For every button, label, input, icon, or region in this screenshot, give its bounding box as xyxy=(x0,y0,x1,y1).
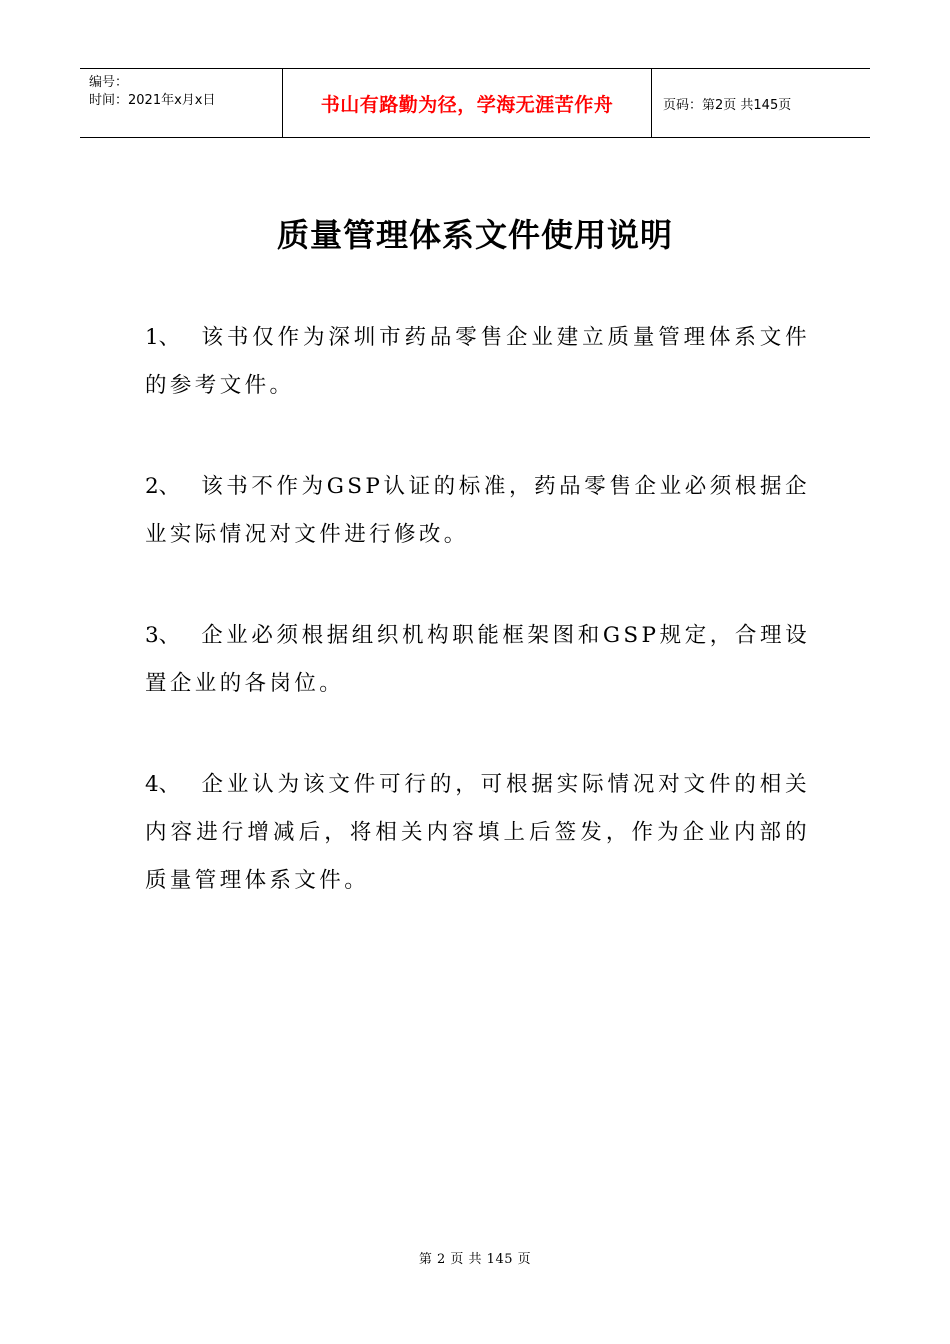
serial-number-label: 编号： xyxy=(89,75,129,90)
date-label: 时间：2021年x月x日 xyxy=(89,93,216,108)
page-footer: 第 2 页 共 145 页 xyxy=(418,1252,532,1267)
header-page-cell xyxy=(652,69,870,137)
clause-list xyxy=(145,314,810,958)
clause-text: 企业必须根据组织机构职能框架图和GSP规定，合理设置企业的各岗位。 xyxy=(145,623,810,696)
clause-number: 1、 xyxy=(145,325,181,350)
clause-4 xyxy=(145,761,810,905)
clause-1 xyxy=(145,314,810,410)
motto-text: 书山有路勤为径，学海无涯苦作舟 xyxy=(320,93,614,116)
clause-number: 4、 xyxy=(145,772,181,797)
header-motto-cell xyxy=(282,69,652,137)
clause-3 xyxy=(145,612,810,708)
clause-number: 2、 xyxy=(145,474,181,499)
clause-number: 3、 xyxy=(145,623,181,648)
page-info-text: 页码：第2页 共145页 xyxy=(663,97,792,113)
header-meta-cell xyxy=(80,69,282,137)
clause-text: 该书仅作为深圳市药品零售企业建立质量管理体系文件的参考文件。 xyxy=(145,325,810,398)
document-title: 质量管理体系文件使用说明 xyxy=(276,216,673,254)
page-header xyxy=(80,68,870,138)
clause-text: 企业认为该文件可行的，可根据实际情况对文件的相关内容进行增减后，将相关内容填上后签发，作为企业内部的质量管理体系文件。 xyxy=(145,772,810,893)
clause-2 xyxy=(145,463,810,559)
clause-text: 该书不作为GSP认证的标准，药品零售企业必须根据企业实际情况对文件进行修改。 xyxy=(145,474,810,547)
